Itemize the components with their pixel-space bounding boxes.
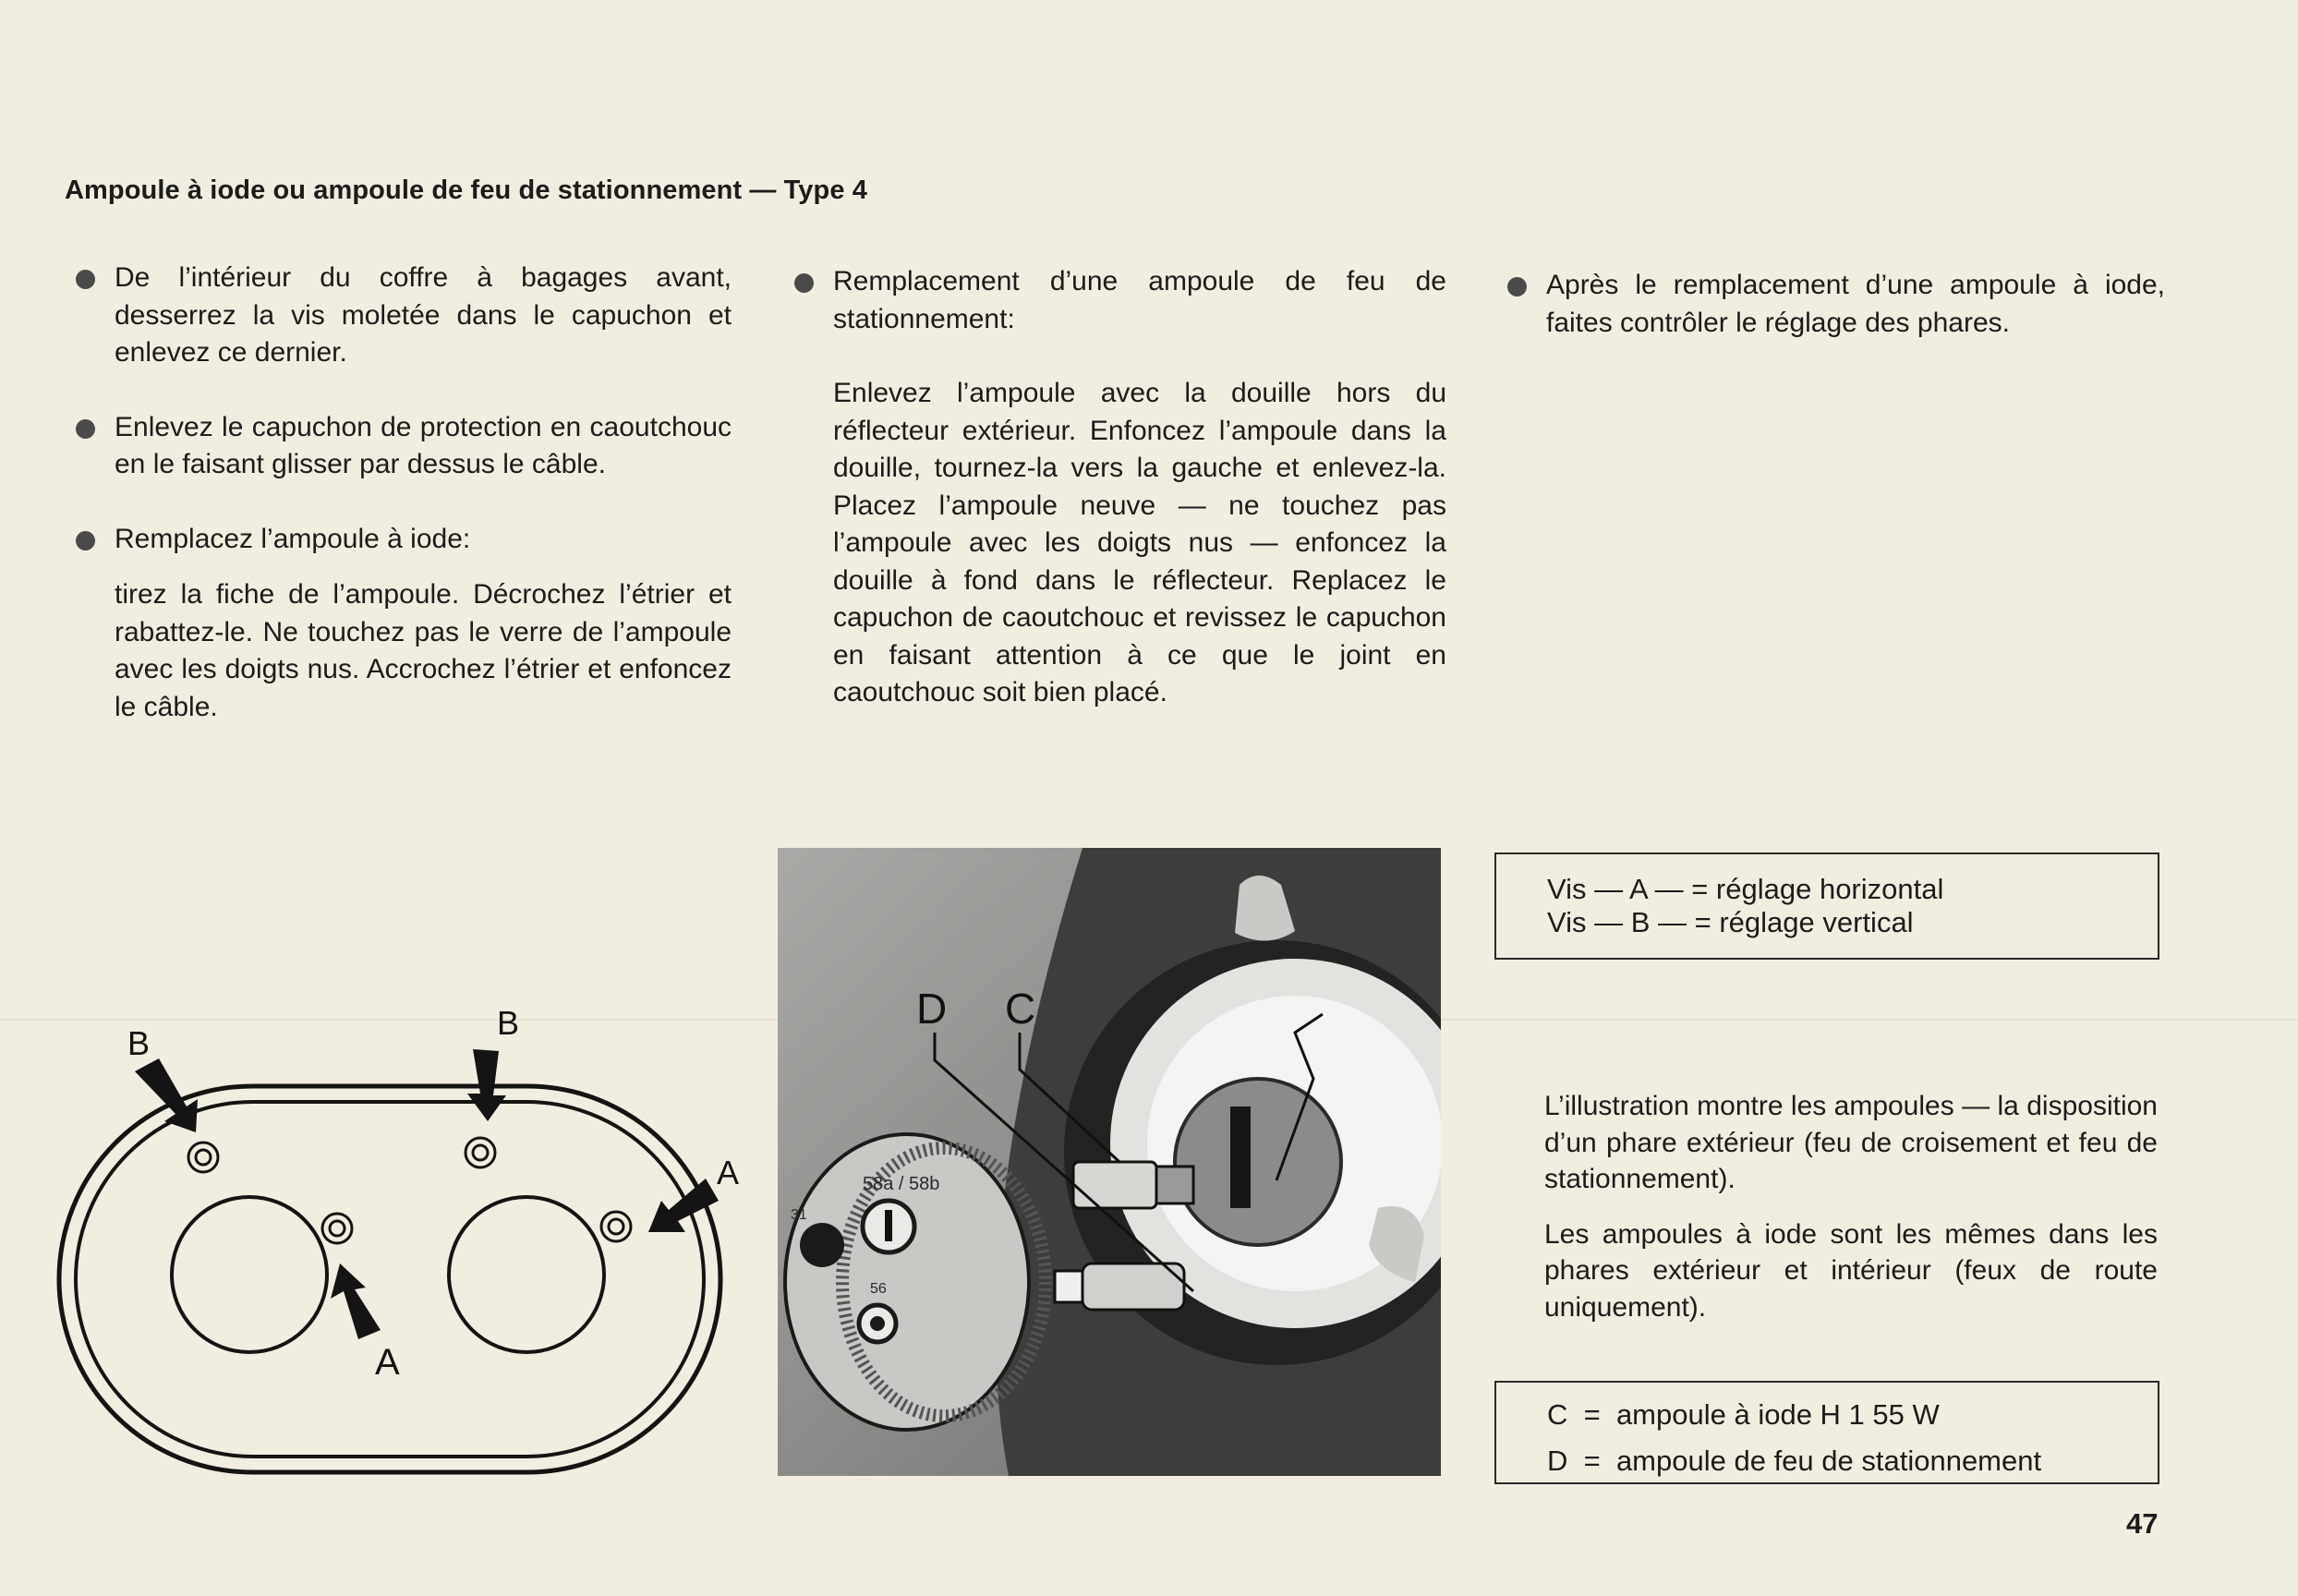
bullet-icon [76,419,95,439]
bulb-legend-box [1494,1381,2159,1484]
iodine-bulb-instructions: tirez la fiche de l’ampoule. Décrochez l’étrier et rabattez-le. Ne touchez pas le verre de l’ampoule avec les doigts nus. Accrochez l’étrier et enfoncez le câble. [115,579,732,722]
photo-label-d: D [916,985,948,1033]
adjustment-legend-box [1494,852,2159,960]
screw-a-right-icon [601,1212,631,1241]
diagram-inner-frame [76,1102,704,1457]
step-check-headlight-adjustment: Après le remplacement d’une ampoule à iode, faites contrôler le réglage des phares. [1496,267,2165,342]
screw-b-left-icon [188,1143,218,1172]
label-b-right: B [497,1004,520,1042]
step-replace-parking-bulb: Remplacement d’une ampoule de feu de stationnement: [783,263,1446,338]
bullet-icon [76,270,95,289]
description-paragraph-1: L’illustration montre les ampoules — la disposition d’un phare extérieur (feu de croisement et feu de stationnement). [1544,1091,2158,1194]
legend-row-d: D = ampoule de feu de stationnement [1547,1445,2042,1477]
cap-hole-31 [800,1223,844,1267]
socket-slot [1230,1106,1251,1208]
headlight-left-circle [172,1197,327,1352]
headlight-adjustment-diagram [46,998,767,1496]
instructions-column-1 [65,260,732,726]
arrow-a-right-icon [648,1179,719,1232]
headlight-right-circle [449,1197,604,1352]
diagram-outer-frame [59,1086,720,1472]
socket-code-label: 58a / 58b [863,1174,940,1194]
arrow-a-bottom-icon [331,1264,381,1339]
description-paragraph-2: Les ampoules à iode sont les mêmes dans les phares extérieur et intérieur (feux de route uniquement). [1544,1218,2158,1323]
headlight-bulb-photo [778,848,1441,1476]
label-a-bottom: A [375,1342,400,1383]
pin-31-label: 31 [791,1207,807,1223]
step-replace-iodine-bulb: Remplacez l’ampoule à iode: [65,521,732,559]
bullet-icon [794,273,814,293]
pin-56-label: 56 [870,1281,887,1297]
illustration-description [1544,1088,2158,1344]
instructions-column-3 [1496,267,2165,342]
bullet-icon [1507,277,1527,296]
step-remove-rubber-cap: Enlevez le capuchon de protection en caoutchouc en le faisant glisser par dessus le câble. [65,409,732,484]
instructions-column-2 [783,263,1446,712]
parking-bulb-instructions: Enlevez l’ampoule avec la douille hors du réflecteur extérieur. Enfoncez l’ampoule dans la douille, tournez-la vers la gauche et enlevez-la. Placez l’ampoule neuve — ne touchez pas l’ampoule avec les doigts nus — enfoncez la douille à fond dans le réflecteur. Replacez le capuchon de caoutchouc et revissez le capuchon en faisant attention à ce que le joint en caoutchouc soit bien placé. [833,378,1446,707]
step-remove-cap: De l’intérieur du coffre à bagages avant, desserrez la vis moletée dans le capuchon et enlevez ce dernier. [65,260,732,372]
bulb-socket-plate [1175,1079,1341,1245]
page-number: 47 [2126,1507,2159,1540]
label-b-left: B [127,1024,151,1062]
photo-label-c: C [1005,985,1036,1033]
legend-row-c: C = ampoule à iode H 1 55 W [1547,1398,1940,1431]
label-a-right: A [717,1154,740,1191]
adjustment-row-b: Vis — B — = réglage vertical [1547,906,1914,938]
bullet-icon [76,531,95,550]
iodine-bulb-c [1073,1162,1156,1208]
screw-b-right-icon [466,1138,495,1167]
adjustment-row-a: Vis — A — = réglage horizontal [1547,873,1944,905]
screw-a-center-icon [322,1214,352,1243]
section-title: Ampoule à iode ou ampoule de feu de stationnement — Type 4 [65,175,867,205]
